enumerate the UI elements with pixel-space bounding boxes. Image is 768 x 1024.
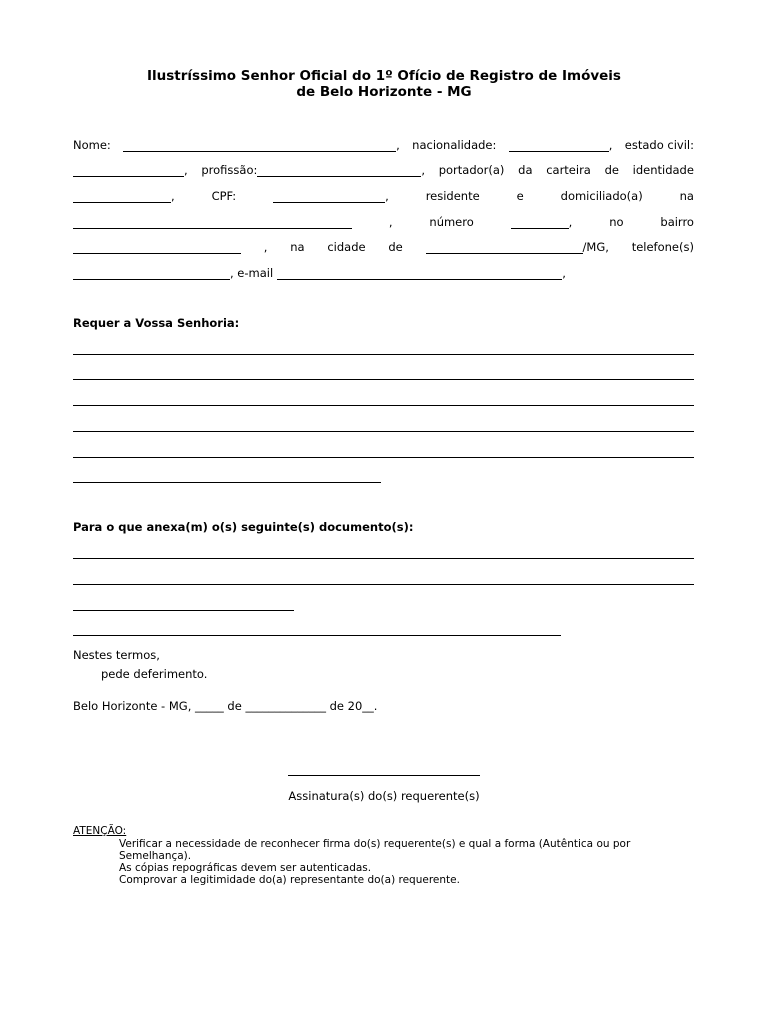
notice-item-1-line-1: Verificar a necessidade de reconhecer firma do(s) requerente(s) e qual a forma (Autêntica ou por [119,838,631,850]
label-estado-civil: estado civil: [624,138,694,152]
word-residente: residente [425,189,480,203]
requer-line-3[interactable] [73,405,694,406]
requer-line-6[interactable] [73,482,381,483]
label-numero: número [429,215,474,229]
word-domiciliado: domiciliado(a) [560,189,643,203]
anexos-line-3[interactable] [73,610,294,611]
closing-city-date: Belo Horizonte - MG, _____ de ______________ de 20__. [73,699,378,713]
comma: , [421,163,426,177]
closing-nestes: Nestes termos, [73,648,160,662]
label-email: , e-mail [230,266,274,280]
word-de: de [388,240,403,254]
page-title-line1: Ilustríssimo Senhor Oficial do 1º Ofício de Registro de Imóveis [147,68,621,84]
requer-line-1[interactable] [73,354,694,355]
closing-pede: pede deferimento. [101,667,208,681]
field-endereco[interactable] [73,217,352,229]
label-bairro: bairro [660,215,694,229]
word-na: na [290,240,305,254]
requer-line-4[interactable] [73,431,694,432]
page-title-line2: de Belo Horizonte - MG [296,84,472,100]
field-bairro[interactable] [73,242,241,254]
comma: , [263,240,268,254]
word-no: no [609,215,624,229]
comma: , [184,163,188,177]
comma: , [396,138,400,152]
signature-label: Assinatura(s) do(s) requerente(s) [288,789,480,803]
anexos-line-4[interactable] [73,635,561,636]
requer-line-5[interactable] [73,457,694,458]
word-de: de [604,163,619,177]
label-telefone: telefone(s) [631,240,694,254]
identification-row-4 [73,215,694,229]
word-e: e [516,189,524,203]
requer-heading: Requer a Vossa Senhoria: [73,316,240,330]
comma: , [388,215,393,229]
field-cpf[interactable] [273,191,385,203]
word-na: na [679,189,694,203]
notice-heading: ATENÇÃO: [73,825,127,837]
word-carteira: carteira [546,163,591,177]
field-cidade[interactable] [426,242,583,254]
identification-row-6 [73,266,566,280]
anexos-heading: Para o que anexa(m) o(s) seguinte(s) documento(s): [73,520,414,534]
notice-item-2: As cópias repográficas devem ser autenticadas. [119,862,372,874]
identification-row-1 [73,138,694,152]
comma: , [385,189,389,203]
label-mg: /MG, [582,240,609,254]
comma: , [608,138,613,152]
anexos-line-2[interactable] [73,584,694,585]
signature-line[interactable] [288,775,480,776]
word-da: da [518,163,533,177]
word-cidade: cidade [327,240,366,254]
identification-row-3 [73,189,694,203]
label-nacionalidade: nacionalidade: [412,138,497,152]
notice-item-3: Comprovar a legitimidade do(a) representante do(a) requerente. [119,874,460,886]
field-nacionalidade[interactable] [509,140,609,152]
label-cpf: CPF: [211,189,237,203]
label-portador: portador(a) [438,163,505,177]
field-nome[interactable] [123,140,396,152]
comma: , [562,266,566,280]
field-identidade[interactable] [73,191,171,203]
field-estado-civil[interactable] [73,165,184,177]
label-nome: Nome: [73,138,111,152]
field-numero[interactable] [511,217,569,229]
identification-row-5 [73,240,694,254]
requer-line-2[interactable] [73,379,694,380]
field-email[interactable] [277,268,562,280]
field-telefone[interactable] [73,268,230,280]
anexos-line-1[interactable] [73,558,694,559]
word-identidade: identidade [632,163,694,177]
field-profissao[interactable] [257,165,421,177]
notice-item-1-line-2: Semelhança). [119,850,192,862]
label-profissao: profissão: [201,163,258,177]
identification-row-2 [73,163,694,177]
comma: , [171,189,175,203]
comma: , [568,215,573,229]
